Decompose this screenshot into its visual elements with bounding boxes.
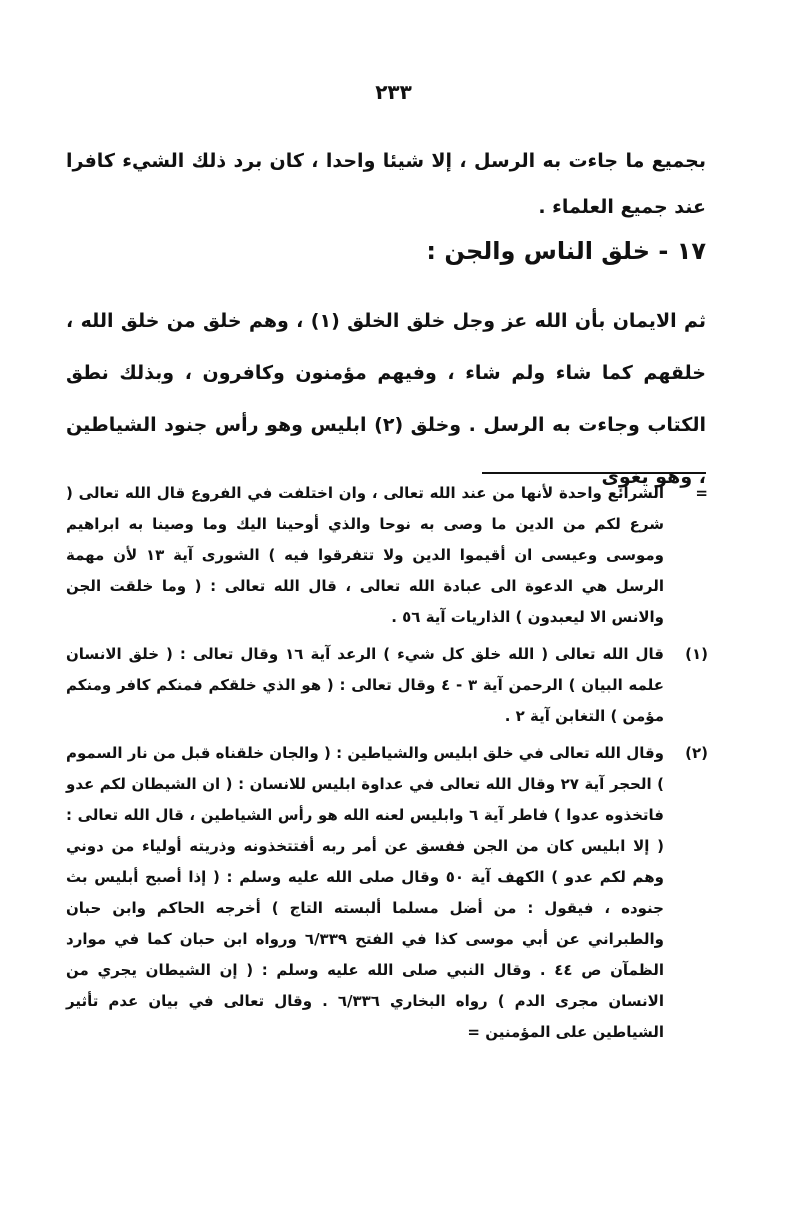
continuation-text: بجميع ما جاءت به الرسل ، إلا شيئا واحدا ، كان برد ذلك الشيء كافرا عند جميع العلماء .: [66, 150, 706, 218]
footnote-text: وقال الله تعالى في خلق ابليس والشياطين : ( والجان خلقناه قبل من نار السموم ) الحجر آية ٢٧ وقال الله تعالى في عداوة ابليس للانسان : ( ان الشيطان لكم عدو فاتخذوه عدوا ) فاطر آية ٦ وابليس لعنه الله هو رأس الشياطين ، قال الله تعالى : ( إلا ابليس كان من الجن ففسق عن أمر ربه أفتتخذونه وذريته أولياء من دوني وهم لكم عدو ) الكهف آية ٥٠ وقال صلى الله عليه وسلم : ( إذا أصبح أبليس بث جنوده ، فيقول : من أضل مسلما ألبسته التاج ) أخرجه الحاكم وابن حبان والطبراني عن أبي موسى كذا في الفتح ٦/٣٣٩ ورواه ابن حبان كما في موارد الظمآن ص ٤٤ . وقال النبي صلى الله عليه وسلم : ( إن الشيطان يجري من الانسان مجرى الدم ) رواه البخاري ٦/٣٣٦ . وقال تعالى في بيان عدم تأثير الشياطين على المؤمنين =: [66, 744, 665, 1041]
footnote-1: [66, 639, 708, 732]
footnote-marker: (٢): [685, 744, 708, 762]
footnote-text: الشرائع واحدة لأنها من عند الله تعالى ، وان اختلفت في الفروع قال الله تعالى ( شرع لكم من الدين ما وصى به نوحا والذي أوحينا اليك وما وصينا به ابراهيم وموسى وعيسى ان أقيموا الدين ولا تتفرقوا فيه ) الشورى آية ١٣ لأن مهمة الرسل هي الدعوة الى عبادة الله تعالى ، قال الله تعالى : ( وما خلقت الجن والانس الا ليعبدون ) الذاريات آية ٥٦ .: [66, 484, 664, 626]
footnote-marker: (١): [685, 645, 708, 663]
footnote-2: [66, 738, 708, 1048]
footnote-text: قال الله تعالى ( الله خلق كل شيء ) الرعد آية ١٦ وقال تعالى : ( خلق الانسان علمه البيان ) الرحمن آية ٣ - ٤ وقال تعالى : ( هو الذي خلقكم فمنكم كافر ومنكم مؤمن ) التغابن آية ٢ .: [66, 645, 664, 725]
continuation-paragraph: [66, 138, 706, 230]
footnotes: [66, 478, 708, 1054]
section-heading: ١٧ - خلق الناس والجن :: [426, 237, 706, 265]
footnote-marker: =: [695, 484, 708, 502]
page-number: ٢٣٣: [375, 80, 412, 104]
footnote-separator: [482, 472, 706, 474]
main-paragraph-text: ثم الايمان بأن الله عز وجل خلق الخلق (١) ، وهم خلق من خلق الله ، خلقهم كما شاء ولم شاء ، وفيهم مؤمنون وكافرون ، وبذلك نطق الكتاب وجاءت به الرسل . وخلق (٢) ابليس وهو رأس جنود الشياطين ، وهو يغوى: [66, 310, 706, 488]
footnote-continuation: [66, 478, 708, 633]
